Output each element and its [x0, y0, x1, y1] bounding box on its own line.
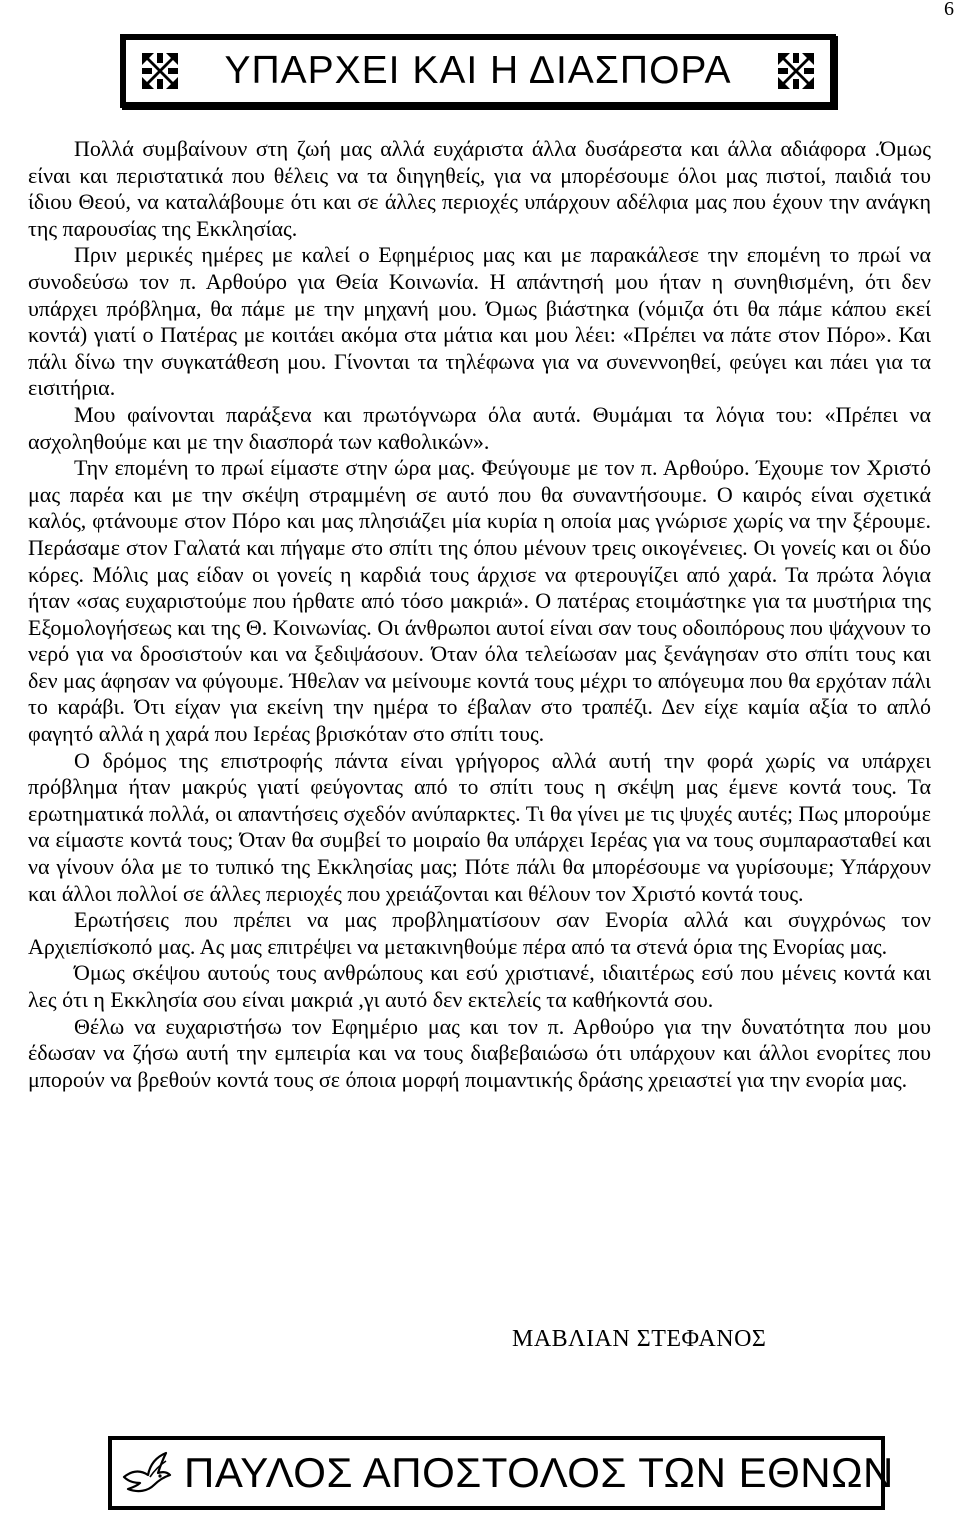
paragraph: Πολλά συμβαίνουν στη ζωή μας αλλά ευχάριστα άλλα δυσάρεστα και άλλα αδιάφορα .Όμως είναι και περιστατικά που θέλεις να τα διηγηθείς, για να μπορέσουμε όλοι μας πιστοί, παιδιά του ίδιου Θεού, να καταλάβουμε ότι και σε άλλες περιοχές υπάρχουν αδέλφια μας που έχουν την ανάγκη της παρουσίας της Εκκλησίας.	[28, 136, 931, 241]
paragraph: Ερωτήσεις που πρέπει να μας προβληματίσουν σαν Ενορία αλλά και συγχρόνως τον Αρχιεπίσκοπό μας. Ας μας επιτρέψει να μετακινηθούμε πέρα από τα στενά όρια της Ενορίας μας.	[28, 907, 931, 959]
author-signature: ΜΑΒΛΙΑΝ ΣΤΕΦΑΝΟΣ	[512, 1326, 767, 1352]
footer-banner	[108, 1436, 894, 1510]
paragraph: Όμως σκέψου αυτούς τους ανθρώπους και εσύ χριστιανέ, ιδιαιτέρως εσύ που μένεις κοντά και λες ότι η Εκκλησία σου είναι μακριά ,γι αυτό δεν εκτελείς τα καθήκοντά σου.	[28, 960, 931, 1012]
dove-icon	[120, 1447, 172, 1499]
article-body	[28, 136, 931, 1093]
paragraph: Πριν μερικές ημέρες με καλεί ο Εφημέριος μας και με παρακάλεσε την επομένη το πρωί να συνοδεύσω τον π. Αρθούρο για Θεία Κοινωνία. Η απάντησή μου ήταν η συνηθισμένη, ότι δεν υπάρχει πρόβλημα, θα πάμε με την μηχανή μου. Όμως βιάστηκα (νόμιζα ότι θα πάμε κάπου εκεί κοντά) γιατί ο Πατέρας με κοιτάει ακόμα στα μάτια και μου λέει: «Πρέπει να πάτε στον Πόρο». Και πάλι δίνω την συγκατάθεση μου. Γίνονται τα τηλέφωνα για να συνεννοηθεί, φεύγει και πάει για τα εισιτήρια.	[28, 242, 931, 401]
paragraph: Μου φαίνονται παράξενα και πρωτόγνωρα όλα αυτά. Θυμάμαι τα λόγια του: «Πρέπει να ασχοληθούμε και με την διασπορά των καθολικών».	[28, 401, 931, 454]
title-box	[120, 34, 836, 108]
paragraph: Θέλω να ευχαριστήσω τον Εφημέριο μας και τον π. Αρθούρο για την δυνατότητα που μου έδωσαν να ζήσω αυτή την εμπειρία και να τους διαβεβαιώσω ότι υπάρχουν και άλλοι ενορίτες που μπορούν να βρεθούν κοντά τους σε όποια μορφή ποιμαντικής δράσης χρειαστεί για την ενορία μας.	[28, 1013, 931, 1092]
paragraph: Την επομένη το πρωί είμαστε στην ώρα μας. Φεύγουμε με τον π. Αρθούρο. Έχουμε τον Χριστό μας παρέα και με την σκέψη στραμμένη σε αυτό που θα συναντήσουμε. Ο καιρός είναι σχετικά καλός, φτάνουμε στον Πόρο και μας πλησιάζει μία κυρία η οποία μας γνώρισε χωρίς να την ξέρουμε. Περάσαμε στον Γαλατά και πήγαμε στο σπίτι της όπου μένουν τρεις οικογένειες. Οι γονείς και οι δύο κόρες. Μόλις μας είδαν οι γονείς η καρδιά τους άρχισε να φτερουγίζει από χαρά. Τα πρώτα λόγια ήταν «σας ευχαριστούμε που ήρθατε από τόσο μακριά». Ο πατέρας ετοιμάστηκε για τα μυστήρια της Εξομολογήσεως και της Θ. Κοινωνίας. Οι άνθρωποι αυτοί είναι σαν τους οδοιπόρους που ψάχνουν το νερό για να δροσιστούν και να ξεδιψάσουν. Όταν όλα τελείωσαν μας ξενάγησαν στο σπίτι τους και δεν μας άφησαν να φύγουμε. Ήθελαν να μείνουμε κοντά τους μέχρι το απόγευμα που θα ερχόταν πάλι το καράβι. Ότι είχαν για εκείνη την ημέρα το έβαλαν στο τραπέζι. Δεν είχε καμία αξία το απλό φαγητό αλλά η χαρά που Ιερέας βρισκόταν στο σπίτι τους.	[28, 455, 932, 747]
paragraph: Ο δρόμος της επιστροφής πάντα είναι γρήγορος αλλά αυτή την φορά χωρίς να υπάρχει πρόβλημα ήταν μακρύς γιατί φεύγοντας από το σπίτι τους η σκέψη μας έμενε κοντά τους. Τα ερωτηματικά πολλά, οι απαντήσεις σχεδόν ανύπαρκτες. Τι θα γίνει με τις ψυχές αυτές; Πως μπορούμε να είμαστε κοντά τους; Όταν θα συμβεί το μοιραίο θα υπάρχει Ιερέας για να τους συμπαρασταθεί και να γίνουν όλα με το τυπικό της Εκκλησίας μας; Πότε πάλι θα μπορέσουμε να γυρίσουμε; Υπάρχουν και άλλοι πολλοί σε άλλες περιοχές που χρειάζονται και θέλουν τον Χριστό κοντά τους.	[28, 747, 931, 906]
cross-ornament-right-icon	[776, 51, 816, 91]
cross-ornament-left-icon	[140, 51, 180, 91]
page-title: ΥΠΑΡΧΕΙ ΚΑΙ Η ΔΙΑΣΠΟΡΑ	[224, 49, 732, 92]
page-number: 6	[944, 0, 954, 20]
footer-title: ΠΑΥΛΟΣ ΑΠΟΣΤΟΛΟΣ ΤΩΝ ΕΘΝΩΝ	[184, 1449, 894, 1496]
